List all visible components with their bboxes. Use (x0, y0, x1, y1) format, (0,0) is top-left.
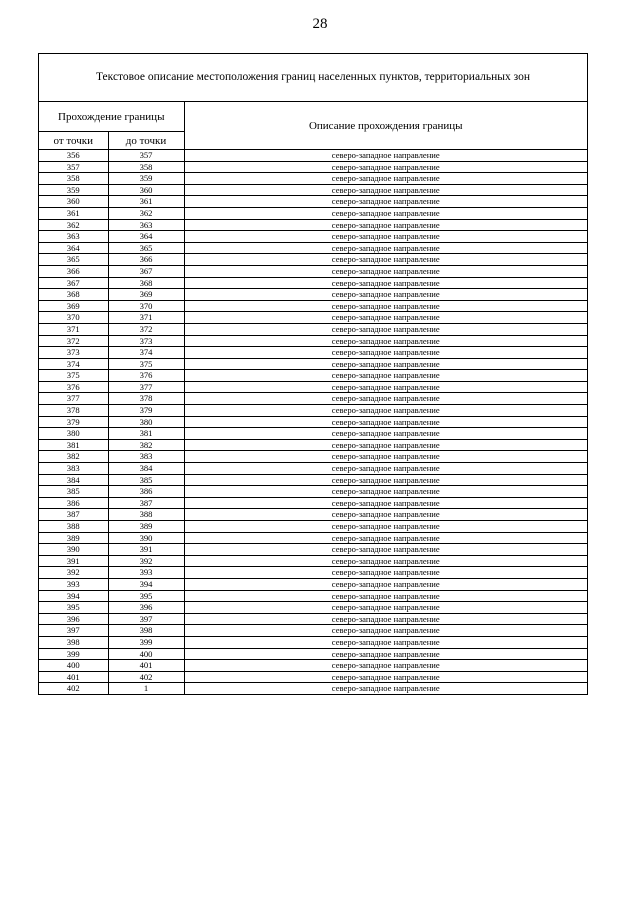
description-cell: северо-западное направление (184, 347, 587, 359)
table-row (39, 196, 587, 208)
from-point-cell: 363 (39, 231, 108, 243)
description-cell: северо-западное направление (184, 555, 587, 567)
from-point-cell: 384 (39, 474, 108, 486)
document-title: Текстовое описание местоположения границ населенных пунктов, территориальных зон (39, 54, 587, 102)
table-row (39, 439, 587, 451)
description-cell: северо-западное направление (184, 161, 587, 173)
description-cell: северо-западное направление (184, 312, 587, 324)
to-point-cell: 376 (108, 370, 184, 382)
from-point-cell: 362 (39, 219, 108, 231)
from-point-cell: 400 (39, 660, 108, 672)
from-point-cell: 389 (39, 532, 108, 544)
table-row (39, 207, 587, 219)
to-point-cell: 394 (108, 578, 184, 590)
from-point-cell: 396 (39, 613, 108, 625)
table-row (39, 161, 587, 173)
from-point-cell: 359 (39, 184, 108, 196)
table-row (39, 335, 587, 347)
description-cell: северо-западное направление (184, 602, 587, 614)
description-cell: северо-западное направление (184, 393, 587, 405)
table-row (39, 242, 587, 254)
table-row (39, 254, 587, 266)
description-cell: северо-западное направление (184, 323, 587, 335)
description-cell: северо-западное направление (184, 660, 587, 672)
table-header (39, 102, 587, 150)
to-point-cell: 395 (108, 590, 184, 602)
description-cell: северо-западное направление (184, 150, 587, 162)
from-point-cell: 377 (39, 393, 108, 405)
to-point-cell: 388 (108, 509, 184, 521)
table-row (39, 578, 587, 590)
table-row (39, 451, 587, 463)
description-cell: северо-западное направление (184, 648, 587, 660)
description-cell: северо-западное направление (184, 300, 587, 312)
to-point-cell: 361 (108, 196, 184, 208)
description-cell: северо-западное направление (184, 578, 587, 590)
table-row (39, 555, 587, 567)
table-row (39, 173, 587, 185)
table-row (39, 613, 587, 625)
table-row (39, 416, 587, 428)
description-cell: северо-западное направление (184, 613, 587, 625)
to-point-cell: 377 (108, 381, 184, 393)
from-point-cell: 399 (39, 648, 108, 660)
to-point-cell: 1 (108, 683, 184, 694)
table-row (39, 625, 587, 637)
table-row (39, 219, 587, 231)
table-row (39, 683, 587, 694)
table-row (39, 277, 587, 289)
header-description: Описание прохождения границы (184, 102, 587, 150)
table-row (39, 231, 587, 243)
from-point-cell: 370 (39, 312, 108, 324)
from-point-cell: 382 (39, 451, 108, 463)
table-row (39, 393, 587, 405)
to-point-cell: 373 (108, 335, 184, 347)
from-point-cell: 356 (39, 150, 108, 162)
table-body (39, 150, 587, 694)
description-cell: северо-западное направление (184, 567, 587, 579)
boundary-description-frame (38, 53, 588, 695)
to-point-cell: 379 (108, 405, 184, 417)
table-row (39, 184, 587, 196)
table-row (39, 544, 587, 556)
to-point-cell: 370 (108, 300, 184, 312)
table-row (39, 289, 587, 301)
to-point-cell: 366 (108, 254, 184, 266)
table-row (39, 660, 587, 672)
description-cell: северо-западное направление (184, 370, 587, 382)
description-cell: северо-западное направление (184, 231, 587, 243)
table-row (39, 532, 587, 544)
from-point-cell: 395 (39, 602, 108, 614)
to-point-cell: 389 (108, 521, 184, 533)
from-point-cell: 393 (39, 578, 108, 590)
to-point-cell: 375 (108, 358, 184, 370)
description-cell: северо-западное направление (184, 590, 587, 602)
to-point-cell: 378 (108, 393, 184, 405)
description-cell: северо-западное направление (184, 497, 587, 509)
table-row (39, 347, 587, 359)
from-point-cell: 374 (39, 358, 108, 370)
to-point-cell: 368 (108, 277, 184, 289)
from-point-cell: 358 (39, 173, 108, 185)
to-point-cell: 369 (108, 289, 184, 301)
description-cell: северо-западное направление (184, 683, 587, 694)
description-cell: северо-западное направление (184, 509, 587, 521)
to-point-cell: 358 (108, 161, 184, 173)
table-row (39, 602, 587, 614)
from-point-cell: 366 (39, 265, 108, 277)
to-point-cell: 362 (108, 207, 184, 219)
table-row (39, 312, 587, 324)
from-point-cell: 394 (39, 590, 108, 602)
table-row (39, 474, 587, 486)
table-row (39, 567, 587, 579)
from-point-cell: 376 (39, 381, 108, 393)
to-point-cell: 398 (108, 625, 184, 637)
to-point-cell: 392 (108, 555, 184, 567)
table-row (39, 370, 587, 382)
to-point-cell: 386 (108, 486, 184, 498)
description-cell: северо-западное направление (184, 173, 587, 185)
description-cell: северо-западное направление (184, 405, 587, 417)
from-point-cell: 368 (39, 289, 108, 301)
table-row (39, 150, 587, 162)
description-cell: северо-западное направление (184, 428, 587, 440)
description-cell: северо-западное направление (184, 451, 587, 463)
description-cell: северо-западное направление (184, 184, 587, 196)
to-point-cell: 357 (108, 150, 184, 162)
header-to-point: до точки (108, 132, 184, 150)
to-point-cell: 382 (108, 439, 184, 451)
description-cell: северо-западное направление (184, 671, 587, 683)
description-cell: северо-западное направление (184, 416, 587, 428)
to-point-cell: 393 (108, 567, 184, 579)
description-cell: северо-западное направление (184, 219, 587, 231)
from-point-cell: 369 (39, 300, 108, 312)
to-point-cell: 390 (108, 532, 184, 544)
from-point-cell: 379 (39, 416, 108, 428)
from-point-cell: 373 (39, 347, 108, 359)
from-point-cell: 361 (39, 207, 108, 219)
table-row (39, 486, 587, 498)
to-point-cell: 381 (108, 428, 184, 440)
description-cell: северо-западное направление (184, 207, 587, 219)
to-point-cell: 400 (108, 648, 184, 660)
boundary-table (39, 102, 587, 694)
description-cell: северо-западное направление (184, 196, 587, 208)
description-cell: северо-западное направление (184, 474, 587, 486)
from-point-cell: 402 (39, 683, 108, 694)
from-point-cell: 388 (39, 521, 108, 533)
description-cell: северо-западное направление (184, 335, 587, 347)
from-point-cell: 378 (39, 405, 108, 417)
from-point-cell: 386 (39, 497, 108, 509)
header-boundary-passage: Прохождение границы (39, 102, 184, 132)
from-point-cell: 371 (39, 323, 108, 335)
description-cell: северо-западное направление (184, 358, 587, 370)
table-row (39, 497, 587, 509)
description-cell: северо-западное направление (184, 636, 587, 648)
description-cell: северо-западное направление (184, 625, 587, 637)
from-point-cell: 390 (39, 544, 108, 556)
from-point-cell: 380 (39, 428, 108, 440)
to-point-cell: 399 (108, 636, 184, 648)
table-row (39, 428, 587, 440)
table-row (39, 405, 587, 417)
to-point-cell: 380 (108, 416, 184, 428)
from-point-cell: 364 (39, 242, 108, 254)
to-point-cell: 360 (108, 184, 184, 196)
from-point-cell: 401 (39, 671, 108, 683)
to-point-cell: 365 (108, 242, 184, 254)
description-cell: северо-западное направление (184, 242, 587, 254)
from-point-cell: 387 (39, 509, 108, 521)
table-row (39, 323, 587, 335)
description-cell: северо-западное направление (184, 381, 587, 393)
table-row (39, 509, 587, 521)
from-point-cell: 391 (39, 555, 108, 567)
description-cell: северо-западное направление (184, 265, 587, 277)
table-row (39, 265, 587, 277)
to-point-cell: 401 (108, 660, 184, 672)
to-point-cell: 391 (108, 544, 184, 556)
to-point-cell: 387 (108, 497, 184, 509)
description-cell: северо-западное направление (184, 544, 587, 556)
from-point-cell: 367 (39, 277, 108, 289)
description-cell: северо-западное направление (184, 439, 587, 451)
header-from-point: от точки (39, 132, 108, 150)
table-row (39, 671, 587, 683)
from-point-cell: 397 (39, 625, 108, 637)
table-row (39, 521, 587, 533)
table-row (39, 590, 587, 602)
table-row (39, 300, 587, 312)
to-point-cell: 397 (108, 613, 184, 625)
from-point-cell: 398 (39, 636, 108, 648)
description-cell: северо-западное направление (184, 254, 587, 266)
page-number: 28 (312, 16, 328, 32)
table-row (39, 636, 587, 648)
from-point-cell: 392 (39, 567, 108, 579)
to-point-cell: 364 (108, 231, 184, 243)
description-cell: северо-западное направление (184, 532, 587, 544)
to-point-cell: 363 (108, 219, 184, 231)
from-point-cell: 360 (39, 196, 108, 208)
from-point-cell: 375 (39, 370, 108, 382)
to-point-cell: 402 (108, 671, 184, 683)
from-point-cell: 385 (39, 486, 108, 498)
to-point-cell: 384 (108, 463, 184, 475)
description-cell: северо-западное направление (184, 289, 587, 301)
from-point-cell: 372 (39, 335, 108, 347)
table-row (39, 381, 587, 393)
to-point-cell: 367 (108, 265, 184, 277)
to-point-cell: 374 (108, 347, 184, 359)
from-point-cell: 357 (39, 161, 108, 173)
to-point-cell: 396 (108, 602, 184, 614)
from-point-cell: 365 (39, 254, 108, 266)
description-cell: северо-западное направление (184, 463, 587, 475)
description-cell: северо-западное направление (184, 521, 587, 533)
to-point-cell: 359 (108, 173, 184, 185)
to-point-cell: 385 (108, 474, 184, 486)
table-row (39, 463, 587, 475)
table-row (39, 648, 587, 660)
description-cell: северо-западное направление (184, 277, 587, 289)
from-point-cell: 381 (39, 439, 108, 451)
to-point-cell: 383 (108, 451, 184, 463)
to-point-cell: 372 (108, 323, 184, 335)
table-row (39, 358, 587, 370)
from-point-cell: 383 (39, 463, 108, 475)
to-point-cell: 371 (108, 312, 184, 324)
description-cell: северо-западное направление (184, 486, 587, 498)
